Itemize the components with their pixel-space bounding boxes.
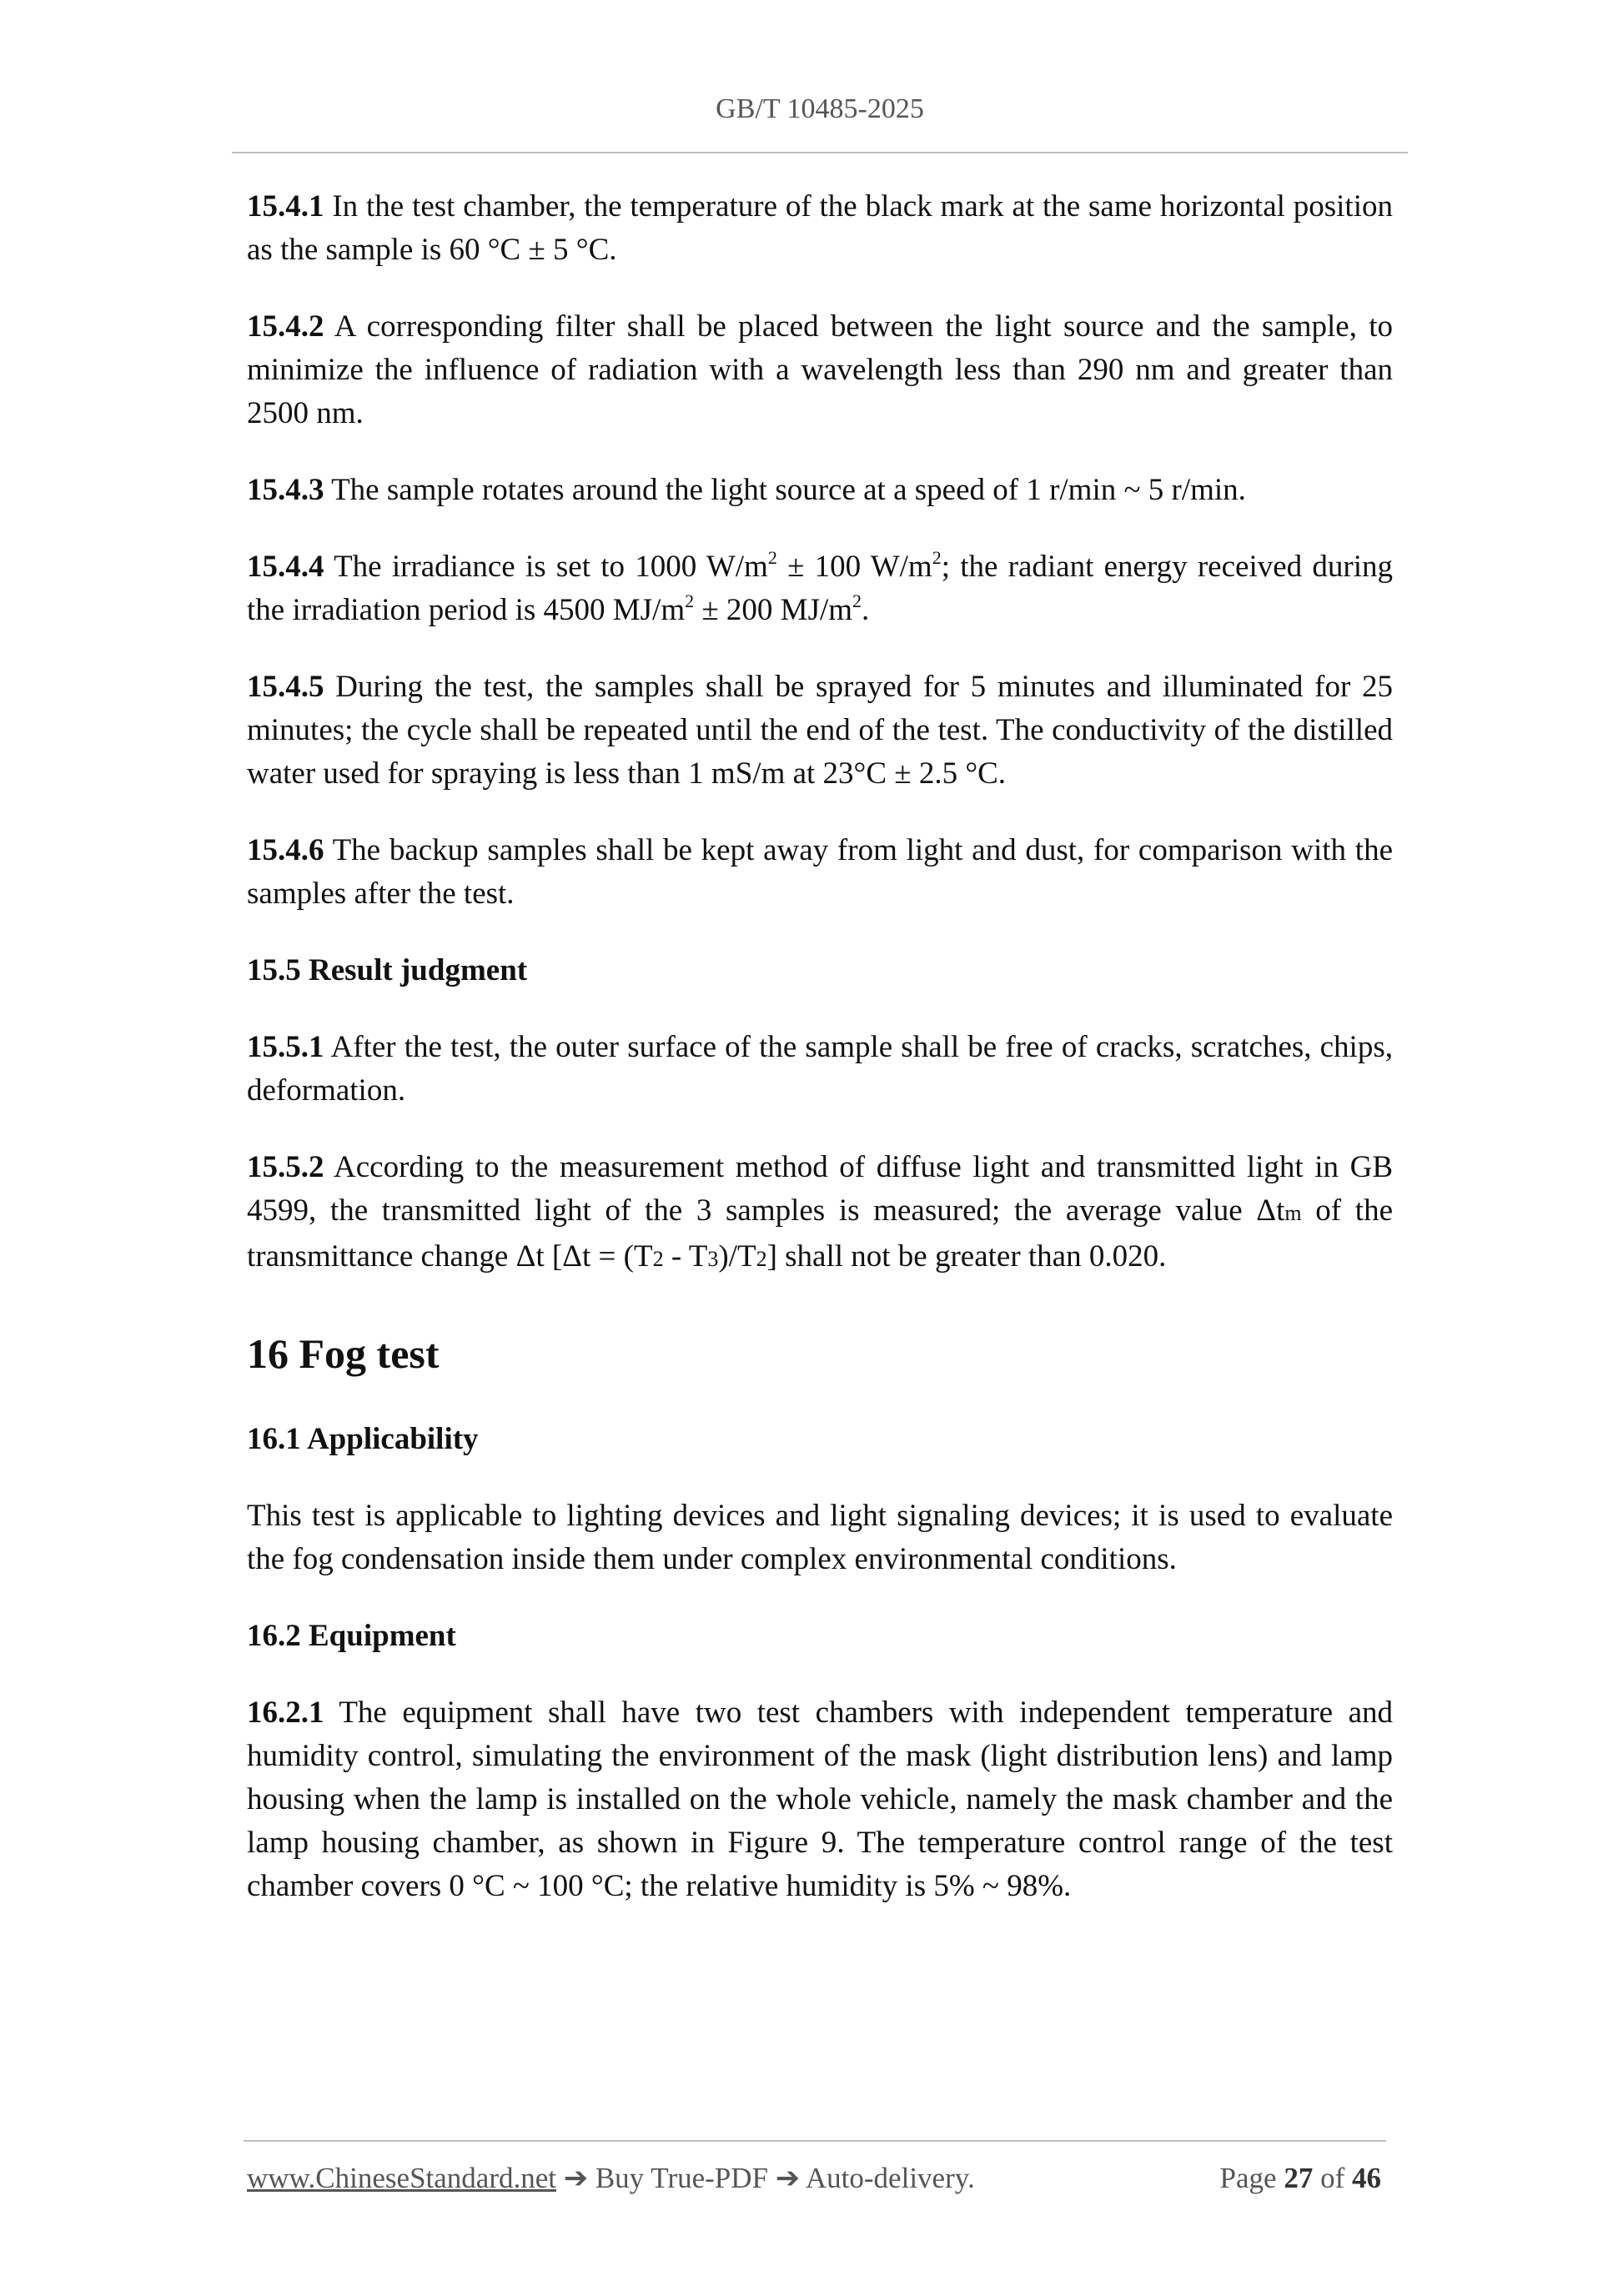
clause-16-1-body: This test is applicable to lighting devices and light signaling devices; it is used to evaluate the fog condensation inside them under complex environmental conditions. [247,1499,1393,1576]
heading-15-5: 15.5 Result judgment [247,953,528,987]
clause-text: )/T [718,1239,756,1274]
clause-text: - T [663,1239,708,1274]
footer-divider [244,2140,1386,2142]
clause-15-4-5 [247,666,1393,796]
clause-text: During the test, the samples shall be sprayed for 5 minutes and illuminated for 25 minutes; the cycle shall be repeated until the end of the test. The conductivity of the distilled water used for spraying is less than 1 mS/m at 23°C ± 2.5 °C. [247,670,1393,791]
subscript: 2 [652,1247,664,1271]
clause-text: A corresponding filter shall be placed between the light source and the sample, to minimize the influence of radiation with a wavelength less than 290 nm and greater than 2500 nm. [247,309,1393,430]
clause-text: ± 100 W/m [776,550,932,584]
clause-15-4-1 [247,185,1393,272]
clause-text: ] shall not be greater than 0.020. [766,1239,1167,1274]
superscript: 2 [852,590,862,611]
clause-text: The sample rotates around the light source at a speed of 1 r/min ~ 5 r/min. [324,473,1246,507]
clause-text: In the test chamber, the temperature of the black mark at the same horizontal position as the sample is 60 °C ± 5 °C. [247,189,1393,267]
clause-15-5-1 [247,1026,1393,1113]
superscript: 2 [767,547,777,568]
website-link[interactable]: www.ChineseStandard.net [247,2162,556,2194]
heading-16: 16 Fog test [247,1330,440,1377]
heading-16-1: 16.1 Applicability [247,1422,479,1456]
clause-text: The irradiance is set to 1000 W/m [324,550,768,584]
clause-text: ; the radiant energy received during the irradiation period is 4500 MJ/m [247,550,1393,627]
subscript: m [1284,1201,1302,1225]
clause-16-2-1 [247,1691,1393,1908]
clause-15-4-6 [247,829,1393,916]
superscript: 2 [685,590,695,611]
clause-15-5-2 [247,1146,1393,1281]
clause-text: The backup samples shall be kept away from light and dust, for comparison with the samples after the test. [247,833,1393,911]
clause-number: 15.4.3 [247,473,324,507]
superscript: 2 [932,547,942,568]
clause-text: The equipment shall have two test chambers with independent temperature and humidity control, simulating the environment of the mask (light distribution lens) and lamp housing when the lamp is installed on the whole vehicle, namely the mask chamber and the lamp housing chamber, as shown in Figure 9. The temperature control range of the test chamber covers 0 °C ~ 100 °C; the relative humidity is 5% ~ 98%. [247,1696,1393,1903]
clause-text: ± 200 MJ/m [694,593,853,627]
clause-number: 15.4.6 [247,833,324,867]
clause-15-4-3 [247,469,1393,512]
clause-text: After the test, the outer surface of the sample shall be free of cracks, scratches, chips, deformation. [247,1030,1393,1108]
arrow-right-icon: ➔ [775,2162,801,2194]
clause-number: 15.4.4 [247,550,324,584]
clause-number: 15.4.2 [247,309,324,344]
clause-number: 15.5.2 [247,1150,324,1184]
clause-number: 15.4.1 [247,189,324,224]
page-content [247,185,1393,1942]
document-header: GB/T 10485-2025 [716,93,924,124]
header-divider [232,152,1408,153]
subscript: 3 [707,1247,719,1271]
subscript: 2 [756,1247,767,1271]
footer-promo [247,2162,975,2195]
clause-text: . [862,593,870,627]
clause-15-4-2 [247,305,1393,435]
page-label: Page [1219,2162,1277,2194]
arrow-right-icon: ➔ [563,2162,589,2194]
heading-16-2: 16.2 Equipment [247,1619,456,1653]
clause-number: 15.5.1 [247,1030,324,1064]
clause-text: According to the measurement method of diffuse light and transmitted light in GB 4599, the transmitted light of the 3 samples is measured; the average value Δt [247,1150,1393,1228]
clause-number: 16.2.1 [247,1696,324,1730]
auto-delivery-text: Auto-delivery. [805,2162,975,2194]
buy-true-pdf-text: Buy True-PDF [595,2162,768,2194]
page-total: 46 [1352,2162,1381,2194]
clause-text: of the transmittance change Δt [Δt = (T [247,1193,1393,1274]
clause-number: 15.4.5 [247,670,324,704]
of-label: of [1320,2162,1345,2194]
page-indicator [1220,2162,1381,2195]
clause-15-4-4 [247,545,1393,632]
page-number: 27 [1284,2162,1314,2194]
